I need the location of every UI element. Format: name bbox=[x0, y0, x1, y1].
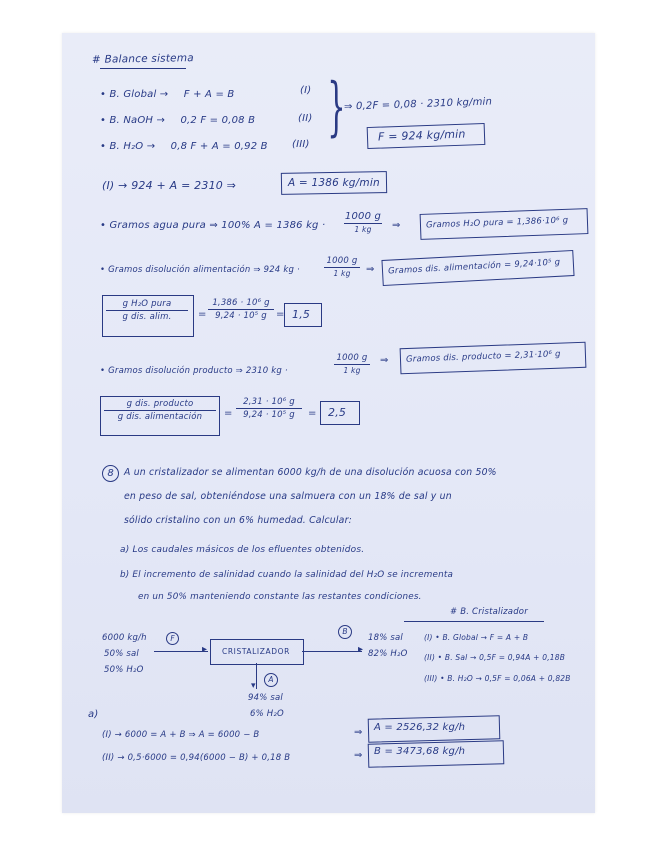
crystallizer-balance-title: # B. Cristalizador bbox=[450, 607, 528, 617]
system-result: ⇒ 0,2F = 0,08 · 2310 kg/min bbox=[343, 96, 493, 113]
feed-solution-line: • Gramos disolución alimentación ⇒ 924 kg · bbox=[100, 265, 300, 275]
pure-water-result: Gramos H₂O pura = 1,386·10⁶ g bbox=[425, 215, 569, 231]
ratio1-equals: = bbox=[198, 309, 207, 320]
ratio2-result: 2,5 bbox=[328, 406, 347, 419]
heading-underline bbox=[100, 68, 186, 69]
product-solution-arrow: ⇒ bbox=[380, 355, 389, 366]
feed-solution-arrow: ⇒ bbox=[366, 264, 375, 275]
problem-line-1: A un cristalizador se alimentan 6000 kg/h de una disolución acuosa con 50% bbox=[124, 467, 497, 478]
fraction-denominator: g dis. alimentación bbox=[117, 412, 203, 422]
part-a-result-a: A = 2526,32 kg/h bbox=[374, 722, 466, 733]
solid-stream-letter: A bbox=[264, 673, 278, 687]
feed-arrowhead: ▸ bbox=[202, 644, 208, 655]
brine-arrowhead: ▸ bbox=[358, 644, 364, 655]
system-brace: } bbox=[327, 70, 346, 144]
ratio1-result: 1,5 bbox=[292, 308, 311, 321]
problem-number-badge: 8 bbox=[102, 465, 119, 482]
a-result: A = 1386 kg/min bbox=[288, 177, 380, 189]
part-a-equation-1: (I) → 6000 = A + B ⇒ A = 6000 − B bbox=[102, 730, 260, 740]
ratio1-equals-2: = bbox=[276, 309, 285, 320]
product-solution-line: • Gramos disolución producto ⇒ 2310 kg · bbox=[100, 366, 288, 376]
bullet: • bbox=[100, 141, 107, 152]
balance-naoh bbox=[100, 115, 255, 126]
balance-tag-iii: (III) bbox=[292, 139, 310, 150]
balance-global bbox=[100, 89, 235, 100]
ratio1-rhs bbox=[208, 298, 274, 321]
balance-equation: 0,2 F = 0,08 B bbox=[180, 115, 256, 126]
crystallizer-balance-water: (III) • B. H₂O → 0,5F = 0,06A + 0,82B bbox=[424, 674, 571, 683]
solid-arrow-line bbox=[256, 663, 257, 689]
fraction-denominator: 1 kg bbox=[333, 269, 351, 278]
notebook-page bbox=[62, 33, 595, 813]
fraction-denominator: g dis. alim. bbox=[122, 312, 172, 322]
balance-tag-ii: (II) bbox=[298, 113, 313, 124]
feed-flow-label: 6000 kg/h bbox=[102, 633, 147, 643]
balance-label: B. NaOH → bbox=[109, 115, 166, 126]
balance-equation: F + A = B bbox=[183, 89, 235, 100]
fraction-numerator: g H₂O pura bbox=[122, 299, 172, 309]
ratio2-equals-2: = bbox=[308, 408, 317, 419]
solid-arrowhead: ▾ bbox=[251, 681, 256, 691]
part-a-equation-2: (II) → 0,5·6000 = 0,94(6000 − B) + 0,18 B bbox=[102, 753, 291, 763]
f-result: F = 924 kg/min bbox=[377, 127, 466, 144]
balance-label: B. Global → bbox=[109, 89, 169, 100]
solid-composition-salt: 94% sal bbox=[248, 693, 283, 703]
ratio2-equals: = bbox=[224, 408, 233, 419]
ratio2-rhs bbox=[236, 397, 302, 420]
pure-water-line: • Gramos agua pura ⇒ 100% A = 1386 kg · bbox=[100, 220, 326, 231]
fraction-numerator: 1000 g bbox=[336, 353, 368, 363]
balance-h2o bbox=[100, 141, 268, 152]
fraction-denominator: 9,24 · 10⁵ g bbox=[243, 410, 295, 420]
feed-composition-water: 50% H₂O bbox=[104, 665, 144, 675]
problem-line-6: en un 50% manteniendo constante las restantes condiciones. bbox=[138, 592, 422, 602]
balance-tag-i: (I) bbox=[300, 85, 312, 96]
problem-line-4: a) Los caudales másicos de los efluentes obtenidos. bbox=[120, 545, 365, 555]
feed-solution-result: Gramos dis. alimentación = 9,24·10⁵ g bbox=[387, 257, 561, 277]
balance-equation: 0,8 F + A = 0,92 B bbox=[170, 141, 268, 152]
brine-stream-letter: B bbox=[338, 625, 352, 639]
fraction-numerator: 1000 g bbox=[344, 211, 382, 222]
part-a-arrow-1: ⇒ bbox=[354, 727, 363, 738]
feed-stream-letter: F bbox=[166, 632, 179, 645]
fraction-numerator: 1,386 · 10⁶ g bbox=[212, 298, 270, 308]
fraction-denominator: 1 kg bbox=[343, 366, 361, 375]
problem-line-5: b) El incremento de salinidad cuando la salinidad del H₂O se incrementa bbox=[120, 570, 454, 580]
ratio1-lhs bbox=[106, 299, 188, 322]
equation-i-line: (I) → 924 + A = 2310 ⇒ bbox=[102, 179, 237, 192]
ratio2-lhs bbox=[104, 399, 216, 422]
bullet: • bbox=[100, 89, 107, 100]
balance-label: B. H₂O → bbox=[109, 141, 156, 152]
crystallizer-label: CRISTALIZADOR bbox=[222, 647, 290, 656]
brine-composition-salt: 18% sal bbox=[368, 633, 403, 643]
feed-arrow-line bbox=[154, 651, 208, 652]
part-a-label: a) bbox=[88, 709, 99, 720]
fraction-denominator: 9,24 · 10⁵ g bbox=[215, 311, 267, 321]
crystallizer-balance-salt: (II) • B. Sal → 0,5F = 0,94A + 0,18B bbox=[424, 653, 566, 662]
feed-composition-salt: 50% sal bbox=[104, 649, 139, 659]
fraction-denominator: 1 kg bbox=[354, 225, 372, 234]
section-heading: # Balance sistema bbox=[91, 52, 194, 66]
solid-composition-water: 6% H₂O bbox=[250, 709, 284, 719]
part-a-result-b: B = 3473,68 kg/h bbox=[374, 746, 466, 757]
crystallizer-balance-global: (I) • B. Global → F = A + B bbox=[424, 633, 529, 642]
pure-water-fraction bbox=[344, 211, 382, 234]
part-a-arrow-2: ⇒ bbox=[354, 750, 363, 761]
bullet: • bbox=[100, 115, 107, 126]
product-solution-fraction bbox=[334, 353, 370, 375]
pure-water-arrow: ⇒ bbox=[392, 220, 401, 231]
problem-line-3: sólido cristalino con un 6% humedad. Calcular: bbox=[124, 515, 352, 526]
crystallizer-balance-underline bbox=[404, 621, 544, 622]
fraction-numerator: 2,31 · 10⁶ g bbox=[243, 397, 295, 407]
product-solution-result: Gramos dis. producto = 2,31·10⁶ g bbox=[405, 349, 561, 365]
feed-solution-fraction bbox=[324, 256, 360, 278]
fraction-numerator: 1000 g bbox=[326, 256, 358, 266]
fraction-numerator: g dis. producto bbox=[126, 399, 194, 409]
problem-line-2: en peso de sal, obteniéndose una salmuera con un 18% de sal y un bbox=[124, 491, 452, 502]
brine-arrow-line bbox=[302, 651, 362, 652]
brine-composition-water: 82% H₂O bbox=[368, 649, 408, 659]
